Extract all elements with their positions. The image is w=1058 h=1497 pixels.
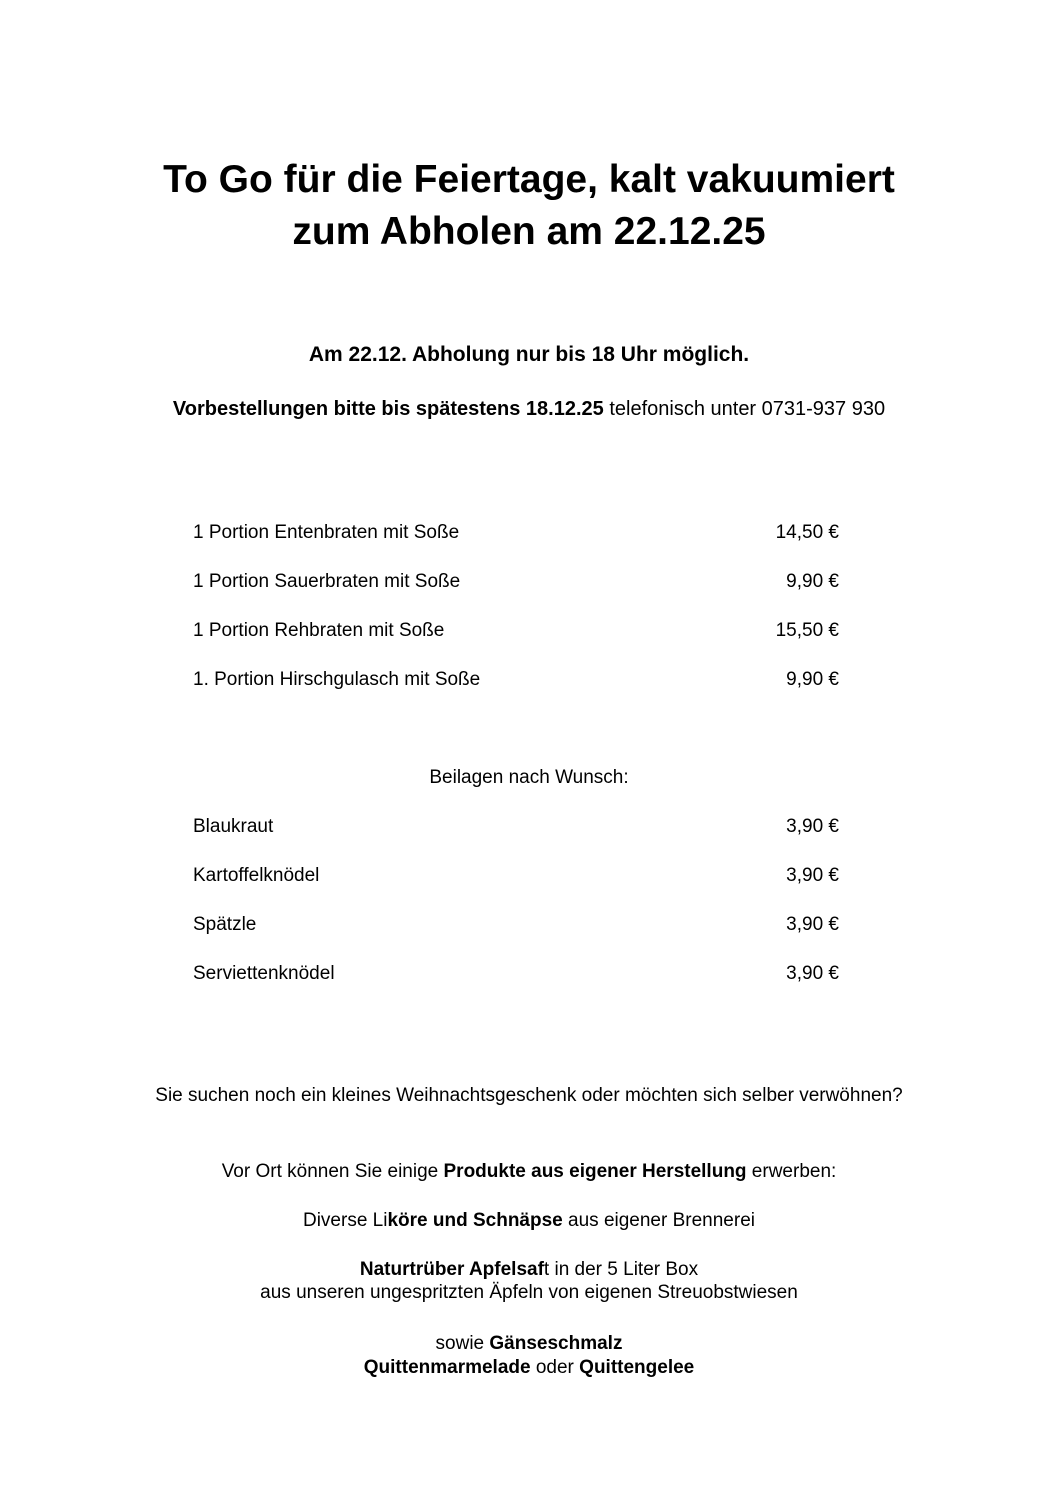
side-item [193, 864, 839, 888]
menu-item [193, 521, 839, 545]
products-intro-lead: Vor Ort können Sie einige [221, 1161, 444, 1182]
side-item-price: 3,90 € [786, 865, 839, 886]
preorder-note [0, 397, 1058, 421]
products-intro [0, 1160, 1058, 1184]
apple-juice-origin: aus unseren ungespritzten Äpfeln von eigenen Streuobstwiesen [260, 1282, 798, 1303]
side-item-name: Serviettenknödel [193, 963, 335, 984]
gift-question: Sie suchen noch ein kleines Weihnachtsgeschenk oder möchten sich selber verwöhnen? [155, 1085, 903, 1106]
side-item [193, 815, 839, 839]
sides-heading: Beilagen nach Wunsch: [429, 767, 629, 788]
title-line-1: To Go für die Feiertage, kalt vakuumiert [163, 158, 895, 201]
liqueurs-tail: aus eigener Brennerei [562, 1210, 755, 1231]
menu-item [193, 668, 839, 692]
side-item [193, 913, 839, 937]
extras-lead: sowie [435, 1333, 490, 1354]
side-item-price: 3,90 € [786, 963, 839, 984]
side-item-price: 3,90 € [786, 816, 839, 837]
products-intro-tail: erwerben: [746, 1161, 837, 1182]
apple-juice-line [0, 1258, 1058, 1282]
menu-item-name: 1. Portion Hirschgulasch mit Soße [193, 669, 481, 690]
preorder-deadline: Vorbestellungen bitte bis spätestens 18.12.25 [172, 398, 604, 420]
menu-item [193, 570, 839, 594]
menu-item-name: 1 Portion Sauerbraten mit Soße [193, 571, 461, 592]
extras-line-2 [0, 1356, 1058, 1380]
preorder-phone: telefonisch unter 0731-937 930 [603, 398, 886, 420]
extras-quince-jelly: Quittengelee [579, 1357, 695, 1378]
apple-juice-tail: t in der 5 Liter Box [543, 1259, 699, 1280]
menu-item-name: 1 Portion Rehbraten mit Soße [193, 620, 445, 641]
liqueurs-lead: Diverse Li [302, 1210, 388, 1231]
extras-or: oder [530, 1357, 580, 1378]
menu-item-price: 14,50 € [775, 522, 839, 543]
liqueurs-highlight: köre und Schnäpse [387, 1210, 563, 1231]
menu-item-price: 9,90 € [786, 669, 839, 690]
liqueurs-line [0, 1209, 1058, 1233]
pickup-note: Am 22.12. Abholung nur bis 18 Uhr möglich. [308, 343, 750, 366]
menu-item [193, 619, 839, 643]
menu-item-price: 9,90 € [786, 571, 839, 592]
side-item-name: Kartoffelknödel [193, 865, 320, 886]
side-item-price: 3,90 € [786, 914, 839, 935]
side-item-name: Spätzle [193, 914, 257, 935]
extras-quince-jam: Quittenmarmelade [363, 1357, 531, 1378]
title-line-2: zum Abholen am 22.12.25 [292, 210, 766, 253]
extras-goose-fat: Gänseschmalz [489, 1333, 623, 1354]
menu-item-price: 15,50 € [775, 620, 839, 641]
side-item [193, 962, 839, 986]
apple-juice-highlight: Naturtrüber Apfelsaf [359, 1259, 544, 1280]
extras-line-1 [0, 1332, 1058, 1356]
menu-item-name: 1 Portion Entenbraten mit Soße [193, 522, 460, 543]
products-intro-highlight: Produkte aus eigener Herstellung [443, 1161, 747, 1182]
side-item-name: Blaukraut [193, 816, 274, 837]
